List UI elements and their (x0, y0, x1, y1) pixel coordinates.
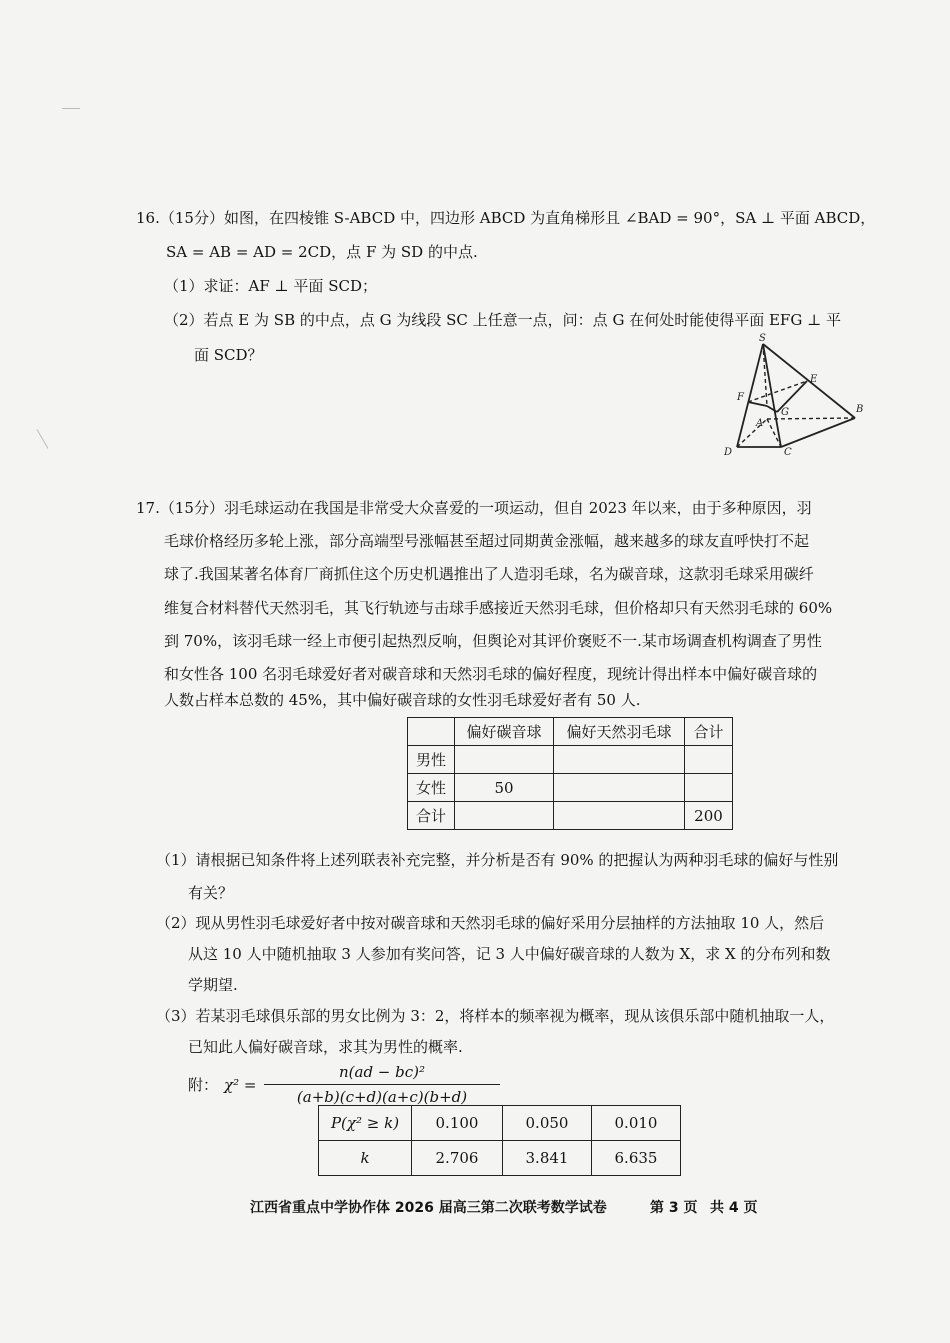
table-cell: 合计 (408, 802, 455, 830)
table-cell (685, 774, 733, 802)
formula-denominator: (a+b)(c+d)(a+c)(b+d) (296, 1088, 468, 1106)
table-cell: 0.010 (592, 1106, 681, 1141)
table-row (408, 746, 733, 774)
table-cell (408, 718, 455, 746)
formula-lhs: χ² = (224, 1076, 257, 1094)
q16-line1: 16.（15分）如图，在四棱锥 S-ABCD 中，四边形 ABCD 为直角梯形且 ∠BAD = 90°，SA ⊥ 平面 ABCD， (136, 209, 876, 227)
contingency-table (407, 717, 733, 830)
table-cell (455, 802, 554, 830)
table-row (408, 802, 733, 830)
label-a: A (756, 418, 764, 429)
table-cell: 男性 (408, 746, 455, 774)
table-cell (554, 774, 685, 802)
label-e: E (810, 374, 818, 385)
label-s: S (759, 333, 766, 344)
q16-part1: （1）求证：AF ⊥ 平面 SCD； (164, 277, 377, 295)
table-cell: P(χ² ≥ k) (319, 1106, 412, 1141)
q17-line1: 17.（15分）羽毛球运动在我国是非常受大众喜爱的一项运动，但自 2023 年以来，由于多种原因，羽 (136, 499, 812, 517)
q17-part3-line2: 已知此人偏好碳音球，求其为男性的概率. (188, 1038, 463, 1056)
q17-line5: 到 70%，该羽毛球一经上市便引起热烈反响，但舆论对其评价褒贬不一.某市场调查机构调查了男性 (164, 632, 822, 650)
table-header-cell: 偏好天然羽毛球 (554, 718, 685, 746)
footer-page: 第 3 页 (650, 1200, 698, 1216)
table-row (319, 1106, 681, 1141)
table-cell: 2.706 (412, 1141, 503, 1176)
label-g: G (781, 407, 789, 418)
table-cell: 3.841 (503, 1141, 592, 1176)
q17-line7: 人数占样本总数的 45%，其中偏好碳音球的女性羽毛球爱好者有 50 人. (164, 691, 641, 709)
table-header-cell: 合计 (685, 718, 733, 746)
table-cell: k (319, 1141, 412, 1176)
table-header-row (408, 718, 733, 746)
label-c: C (784, 447, 792, 458)
critical-value-table (318, 1105, 681, 1176)
table-cell: 200 (685, 802, 733, 830)
formula-numerator: n(ad − bc)² (338, 1063, 426, 1081)
label-d: D (724, 447, 733, 458)
scan-mark (37, 429, 49, 449)
table-cell (554, 746, 685, 774)
q17-part3-line1: （3）若某羽毛球俱乐部的男女比例为 3：2，将样本的频率视为概率，现从该俱乐部中随机抽取一人， (156, 1007, 835, 1025)
footer-total: 共 4 页 (710, 1200, 758, 1216)
chi-square-fraction (264, 1061, 500, 1108)
pyramid-figure (715, 330, 875, 460)
q17-part1-line1: （1）请根据已知条件将上述列联表补充完整，并分析是否有 90% 的把握认为两种羽毛球的偏好与性别 (156, 851, 839, 869)
table-cell (455, 746, 554, 774)
label-f: F (737, 392, 744, 403)
q16-line2: SA = AB = AD = 2CD，点 F 为 SD 的中点. (166, 243, 478, 261)
q17-part2-line2: 从这 10 人中随机抽取 3 人参加有奖问答，记 3 人中偏好碳音球的人数为 X，求 X 的分布列和数 (188, 945, 831, 963)
scan-mark (62, 108, 80, 109)
fraction-bar (264, 1084, 500, 1085)
q17-part2-line1: （2）现从男性羽毛球爱好者中按对碳音球和天然羽毛球的偏好采用分层抽样的方法抽取 10 人，然后 (156, 914, 825, 932)
label-b: B (856, 404, 864, 415)
table-cell: 50 (455, 774, 554, 802)
q17-part2-line3: 学期望. (188, 976, 238, 994)
footer-title: 江西省重点中学协作体 2026 届高三第二次联考数学试卷 (250, 1200, 607, 1216)
q16-part2-line2: 面 SCD？ (194, 346, 263, 364)
table-row (319, 1141, 681, 1176)
table-cell (685, 746, 733, 774)
q17-line4: 维复合材料替代天然羽毛，其飞行轨迹与击球手感接近天然羽毛球，但价格却只有天然羽毛球的 60% (164, 599, 833, 617)
q17-line6: 和女性各 100 名羽毛球爱好者对碳音球和天然羽毛球的偏好程度，现统计得出样本中偏好碳音球的 (164, 665, 818, 683)
table-cell: 0.050 (503, 1106, 592, 1141)
appendix-label: 附： (188, 1076, 219, 1094)
q17-line3: 球了.我国某著名体育厂商抓住这个历史机遇推出了人造羽毛球，名为碳音球，这款羽毛球采用碳纤 (164, 565, 814, 583)
table-cell: 0.100 (412, 1106, 503, 1141)
table-cell: 女性 (408, 774, 455, 802)
table-cell: 6.635 (592, 1141, 681, 1176)
q16-part2-line1: （2）若点 E 为 SB 的中点，点 G 为线段 SC 上任意一点，问：点 G 在何处时能使得平面 EFG ⊥ 平 (164, 311, 841, 329)
table-row (408, 774, 733, 802)
q17-line2: 毛球价格经历多轮上涨，部分高端型号涨幅甚至超过同期黄金涨幅，越来越多的球友直呼快打不起 (164, 532, 810, 550)
q17-part1-line2: 有关？ (188, 884, 234, 902)
table-header-cell: 偏好碳音球 (455, 718, 554, 746)
table-cell (554, 802, 685, 830)
